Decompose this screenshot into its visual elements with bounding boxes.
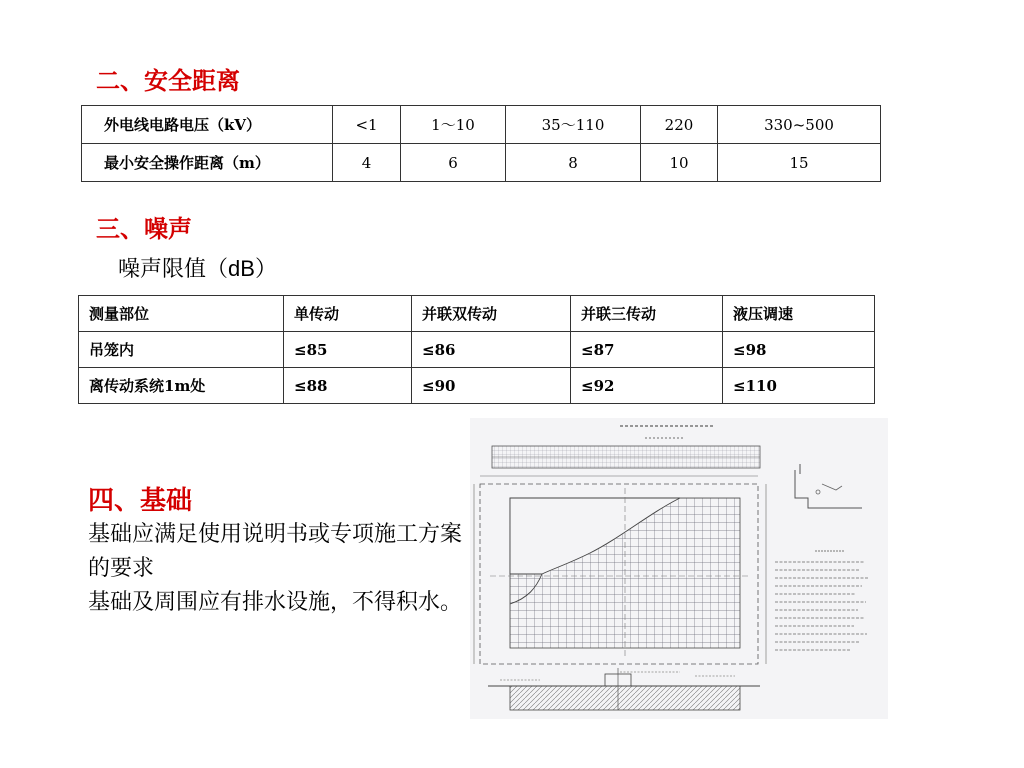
foundation-text [88, 518, 468, 620]
table-cell: ≤86 [412, 332, 571, 368]
noise-limit-subtitle [118, 254, 277, 285]
table-cell: ≤90 [412, 368, 571, 404]
safety-distance-heading: 二、安全距离 [96, 66, 240, 95]
table-header-row [79, 296, 875, 332]
column-header: 测量部位 [79, 296, 284, 332]
table-cell: ≤110 [723, 368, 875, 404]
column-header: 单传动 [284, 296, 412, 332]
noise-subtitle-close: ） [254, 257, 277, 282]
row-label-distance: 最小安全操作距离（m） [82, 144, 333, 182]
noise-limit-table [78, 295, 875, 404]
noise-heading: 三、噪声 [96, 214, 192, 243]
foundation-drawing-image [470, 418, 888, 719]
table-cell: 8 [506, 144, 641, 182]
column-header: 并联双传动 [412, 296, 571, 332]
table-cell: 4 [333, 144, 401, 182]
table-row [82, 144, 881, 182]
table-cell: ≤88 [284, 368, 412, 404]
column-header: 液压调速 [723, 296, 875, 332]
safety-distance-table [81, 105, 881, 182]
table-cell: 35～110 [506, 106, 641, 144]
table-cell: ≤92 [571, 368, 723, 404]
table-cell: 吊笼内 [79, 332, 284, 368]
table-cell: 离传动系统1m处 [79, 368, 284, 404]
table-cell: ≤87 [571, 332, 723, 368]
table-cell: 6 [401, 144, 506, 182]
noise-subtitle-unit: dB [228, 256, 255, 281]
table-cell: 330~500 [718, 106, 881, 144]
table-row [82, 106, 881, 144]
foundation-drawing-svg [470, 418, 888, 719]
foundation-heading: 四、基础 [88, 486, 193, 516]
table-row [79, 368, 875, 404]
table-cell: 15 [718, 144, 881, 182]
table-cell: ≤85 [284, 332, 412, 368]
table-cell: 1～10 [401, 106, 506, 144]
row-label-voltage: 外电线电路电压（kV） [82, 106, 333, 144]
column-header: 并联三传动 [571, 296, 723, 332]
foundation-paragraph: 基础及周围应有排水设施，不得积水。 [88, 590, 463, 615]
noise-subtitle-text: 噪声限值（ [118, 257, 229, 282]
foundation-paragraph: 基础应满足使用说明书或专项施工方案的要求 [88, 522, 463, 581]
table-cell: 220 [641, 106, 718, 144]
table-cell: 10 [641, 144, 718, 182]
table-cell: <1 [333, 106, 401, 144]
table-cell: ≤98 [723, 332, 875, 368]
table-row [79, 332, 875, 368]
